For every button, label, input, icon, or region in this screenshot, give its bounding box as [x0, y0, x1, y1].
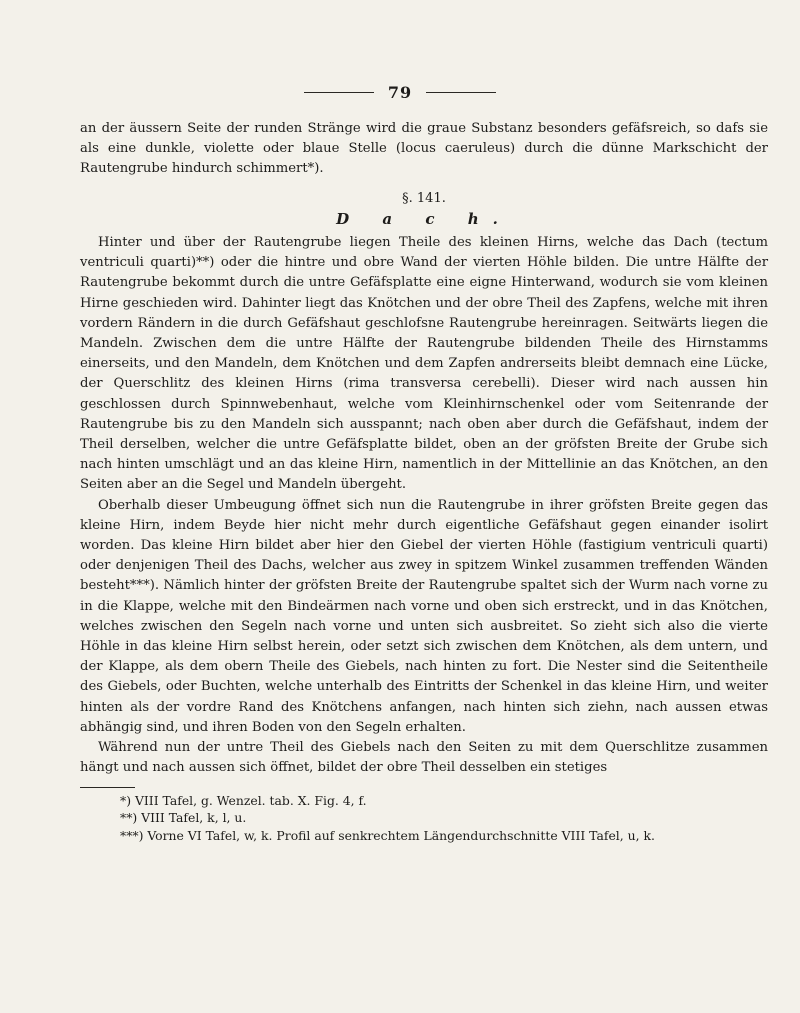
footnote: ***) Vorne VI Tafel, w, k. Profil auf senkrechtem Längendurchschnitte VIII Tafel, u, k. [120, 827, 655, 843]
footnote: **) VIII Tafel, k, l, u. [120, 810, 247, 825]
page-body [80, 119, 768, 844]
header-rule-left [304, 92, 374, 93]
footnote: *) VIII Tafel, g. Wenzel. tab. X. Fig. 4, f. [120, 792, 367, 808]
paragraph: Oberhalb dieser Umbeugung öffnet sich nun die Rautengrube in ihrer gröfsten Breite gegen das kleine Hirn, indem Beyde hier nicht mehr durch eigentliche Gefäfshaut gegen einander isolirt worden. Das kleine Hirn bildet aber hier den Giebel der vierten Höhle (fastigium ventriculi quarti) oder denjenigen Theil des Dachs, welcher aus zwey in spitzem Winkel zusammen treffenden Wänden besteht***). Nämlich hinter der gröfsten Breite der Rautengrube spaltet sich der Wurm nach vorne zu in die Klappe, welche mit den Bindeärmen nach vorne und oben sich erstreckt, und in das Knötchen, welches zwischen den Segeln nach vorne und unten sich ausbreitet. So zieht sich also die vierte Höhle in das kleine Hirn selbst herein, oder setzt sich zwischen dem Knötchen, als dem untern, und der Klappe, als dem obern Theile des Giebels, nach hinten zu fort. Die Nester sind die Seitentheile des Giebels, oder Buchten, welche unterhalb des Eintritts der Schenkel in das kleine Hirn, und weiter hinten als der vordre Rand des Knötchens anfangen, nach hinten sich ziehn, nach aussen etwas abhängig sind, und ihren Boden von den Segeln erhalten. [80, 497, 768, 735]
paragraph: Hinter und über der Rautengrube liegen Theile des kleinen Hirns, welche das Dach (tectum ventriculi quarti)**) oder die hintre und obre Wand der vierten Höhle bilden. Die untre Hälfte der Rautengrube bekommt durch die untre Gefäfsplatte eine eigne Hinterwand, wodurch sie vom kleinen Hirne geschieden wird. Dahinter liegt das Knötchen und der obre Theil des Zapfens, welche mit ihren vordern Rändern in die durch Gefäfshaut geschlofsne Rautengrube hereinragen. Seitwärts liegen die Mandeln. Zwischen dem die untre Hälfte der Rautengrube bildenden Theile des Hirnstamms einerseits, und den Mandeln, dem Knötchen und dem Zapfen andrerseits bleibt demnach eine Lücke, der Querschlitz des kleinen Hirns (rima transversa cerebelli). Dieser wird nach aussen hin geschlossen durch Spinnwebenhaut, welche vom Kleinhirnschenkel oder vom Seitenrande der Rautengrube bis zu den Mandeln sich ausspannt; nach oben aber durch die Gefäfshaut, indem der Theil derselben, welcher die untre Gefäfsplatte bildet, oben an der gröfsten Breite der Grube sich nach hinten umschlägt und an das kleine Hirn, namentlich in der Mittellinie an das Knötchen, an den Seiten aber an die Segel und Mandeln übergeht. [80, 235, 768, 493]
page-header [0, 83, 800, 102]
page-number: 79 [387, 83, 413, 102]
section-heading: D a c h. [336, 209, 512, 228]
section-number: §. 141. [402, 190, 446, 206]
paragraph-continued: an der äussern Seite der runden Stränge wird die graue Substanz besonders gefäfsreich, so dafs sie als eine dunkle, violette oder blaue Stelle (locus caeruleus) durch die dünne Markschicht der Rautengrube hindurch schimmert*). [80, 121, 768, 177]
header-rule-right [426, 92, 496, 93]
paragraph: Während nun der untre Theil des Giebels nach den Seiten zu mit dem Querschlitze zusammen hängt und nach aussen sich öffnet, bildet der obre Theil desselben ein stetiges [80, 740, 768, 776]
footnote-rule [80, 787, 135, 788]
